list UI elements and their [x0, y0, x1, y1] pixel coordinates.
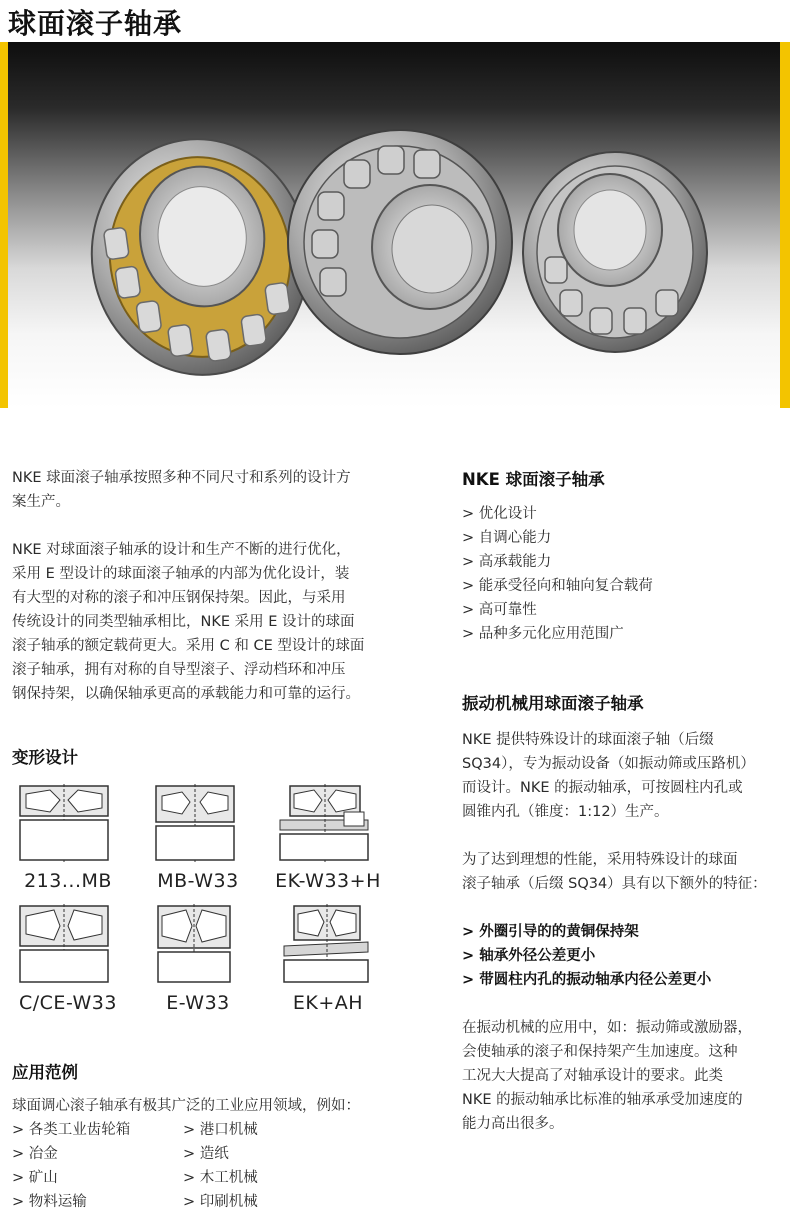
- intro-p2-line: NKE 对球面滚子轴承的设计和生产不断的进行优化，: [12, 542, 351, 558]
- list-item: > 品种多元化应用范围广: [462, 626, 624, 642]
- list-item: > 高可靠性: [462, 602, 537, 618]
- list-item: > 高承载能力: [462, 554, 552, 570]
- list-item: > 带圆柱内孔的振动轴承内径公差更小: [462, 972, 712, 988]
- variant-diagram: [144, 902, 244, 988]
- bearing-middle: [288, 130, 512, 354]
- variant-diagram: [274, 902, 374, 988]
- vibration-p1-line: SQ34），专为振动设备（如振动筛或压路机）: [462, 756, 755, 772]
- vibration-p3-line: 能力高出很多。: [462, 1116, 564, 1132]
- variant-diagram: [274, 780, 374, 866]
- hero-image-bearings: [0, 42, 790, 408]
- variant-label: EK+AH: [292, 992, 364, 1014]
- list-item: > 印刷机械: [183, 1194, 258, 1210]
- list-item: > 各类工业齿轮箱: [12, 1122, 131, 1138]
- list-item: > 外圈引导的的黄铜保持架: [462, 924, 639, 940]
- list-item: > 冶金: [12, 1146, 58, 1162]
- variant-e-w33: [138, 902, 258, 1017]
- list-item: > 物料运输: [12, 1194, 87, 1210]
- list-item: > 自调心能力: [462, 530, 552, 546]
- variant-c-ce-w33: [8, 902, 128, 1017]
- right-column: [462, 466, 784, 1136]
- vibration-paragraph-2: [462, 848, 784, 896]
- variant-diagram: [144, 780, 244, 866]
- bearing-right: [523, 152, 707, 352]
- variant-diagram: [14, 780, 114, 866]
- intro-p2-line: 钢保持架，以确保轴承更高的承载能力和可靠的运行。: [12, 686, 360, 702]
- intro-p2-line: 滚子轴承，拥有对称的自导型滚子、浮动档环和冲压: [12, 662, 346, 678]
- features-list: [462, 502, 784, 646]
- list-item: > 轴承外径公差更小: [462, 948, 596, 964]
- applications-list-1: [12, 1118, 182, 1214]
- list-item: > 港口机械: [183, 1122, 258, 1138]
- vibration-p2-line: 为了达到理想的性能，采用特殊设计的球面: [462, 852, 738, 868]
- vibration-features-list: [462, 920, 784, 992]
- intro-paragraph-1: [12, 466, 404, 514]
- applications-list-2: [183, 1118, 363, 1214]
- intro-p2-line: 有大型的对称的滚子和冲压钢保持架。因此，与采用: [12, 590, 346, 606]
- vibration-heading: 振动机械用球面滚子轴承: [462, 694, 644, 713]
- list-item: > 矿山: [12, 1170, 58, 1186]
- vibration-p3-line: 工况大大提高了对轴承设计的要求。此类: [462, 1068, 723, 1084]
- variant-label: C/CE-W33: [19, 992, 117, 1014]
- variant-label: 213...MB: [24, 870, 112, 892]
- intro-p2-line: 采用 E 型设计的球面滚子轴承的内部为优化设计，装: [12, 566, 350, 582]
- variant-label: EK-W33+H: [275, 870, 381, 892]
- vibration-p1-line: 而设计。NKE 的振动轴承，可按圆柱内孔或: [462, 780, 743, 796]
- intro-paragraph-2: [12, 538, 404, 706]
- bearing-left: [77, 125, 324, 389]
- intro-p1-line: 案生产。: [12, 494, 70, 510]
- variant-diagrams: [8, 780, 388, 1020]
- list-item: > 造纸: [183, 1146, 229, 1162]
- intro-p1-line: NKE 球面滚子轴承按照多种不同尺寸和系列的设计方: [12, 470, 351, 486]
- applications-heading: 应用范例: [12, 1063, 78, 1082]
- variant-ek-ah: [268, 902, 388, 1017]
- vibration-p1-line: 圆锥内孔（锥度：1:12）生产。: [462, 804, 669, 820]
- page-title: 球面滚子轴承: [8, 7, 183, 40]
- variant-label: E-W33: [166, 992, 230, 1014]
- variants-heading: 变形设计: [12, 748, 78, 767]
- vibration-p1-line: NKE 提供特殊设计的球面滚子轴（后缀: [462, 732, 714, 748]
- bearings-illustration: [0, 42, 790, 408]
- list-item: > 优化设计: [462, 506, 537, 522]
- vibration-p3-line: NKE 的振动轴承比标准的轴承承受加速度的: [462, 1092, 743, 1108]
- vibration-paragraph-3: [462, 1016, 784, 1136]
- variant-ek-w33-h: [268, 780, 388, 895]
- variant-label: MB-W33: [157, 870, 239, 892]
- intro-p2-line: 传统设计的同类型轴承相比，NKE 采用 E 设计的球面: [12, 614, 355, 630]
- applications-intro: 球面调心滚子轴承有极其广泛的工业应用领域，例如：: [12, 1098, 360, 1114]
- variant-diagram: [14, 902, 114, 988]
- vibration-paragraph-1: [462, 728, 784, 824]
- list-item: > 能承受径向和轴向复合载荷: [462, 578, 653, 594]
- list-item: > 木工机械: [183, 1170, 258, 1186]
- features-heading: NKE 球面滚子轴承: [462, 470, 605, 489]
- vibration-p2-line: 滚子轴承（后缀 SQ34）具有以下额外的特征：: [462, 876, 767, 892]
- vibration-p3-line: 会使轴承的滚子和保持架产生加速度。这种: [462, 1044, 738, 1060]
- vibration-p3-line: 在振动机械的应用中，如：振动筛或激励器，: [462, 1020, 752, 1036]
- intro-p2-line: 滚子轴承的额定载荷更大。采用 C 和 CE 型设计的球面: [12, 638, 365, 654]
- intro-column: [12, 466, 404, 706]
- variant-213-mb: [8, 780, 128, 895]
- variant-mb-w33: [138, 780, 258, 895]
